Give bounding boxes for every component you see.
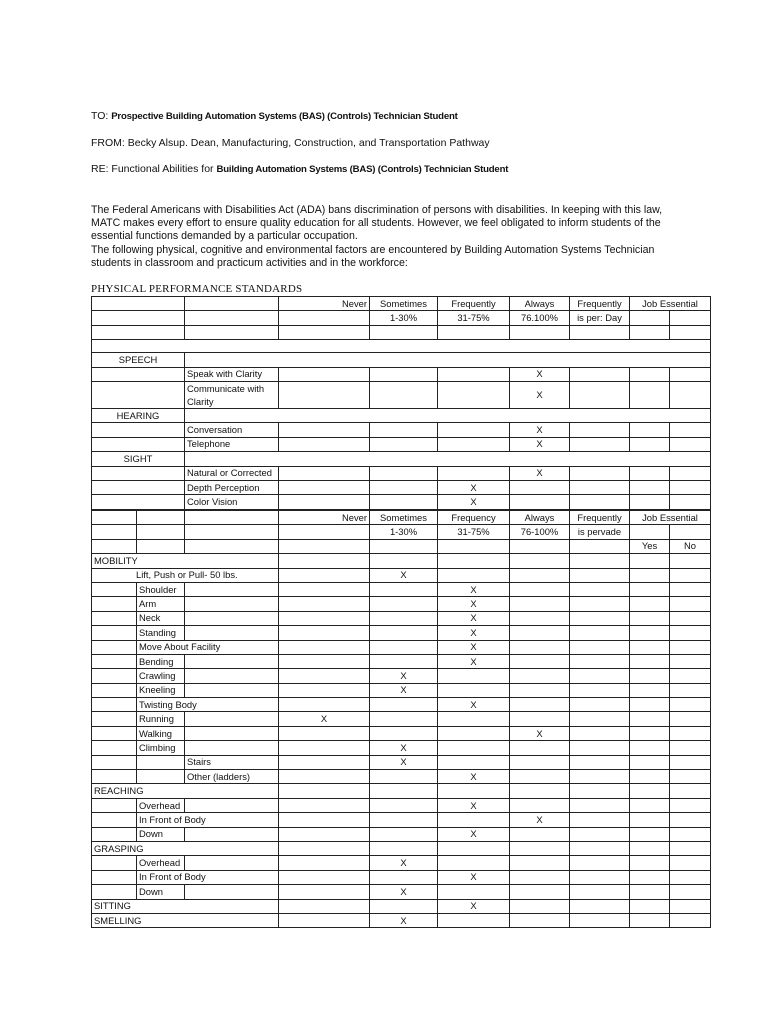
item-walking: Walking bbox=[137, 726, 185, 740]
mark-cell: X bbox=[370, 669, 438, 683]
col-never: Never bbox=[279, 297, 370, 311]
item-arm: Arm bbox=[137, 597, 185, 611]
mark-cell: X bbox=[438, 899, 510, 913]
mark-cell: X bbox=[438, 770, 510, 784]
category-speech: SPEECH bbox=[92, 353, 185, 367]
mark-cell: X bbox=[438, 582, 510, 596]
mark-cell: X bbox=[438, 611, 510, 625]
col-always-sub: 76-100% bbox=[510, 525, 570, 539]
table-row bbox=[92, 856, 711, 870]
table-row bbox=[92, 568, 711, 582]
table-row bbox=[92, 683, 711, 697]
table-row bbox=[92, 466, 711, 480]
mark-cell: X bbox=[438, 640, 510, 654]
table-row bbox=[92, 654, 711, 668]
item-reach-front: In Front of Body bbox=[137, 813, 279, 827]
item-stairs: Stairs bbox=[185, 755, 279, 769]
mark-cell: X bbox=[510, 423, 570, 437]
category-grasping: GRASPING bbox=[92, 841, 279, 855]
item-speak: Speak with Clarity bbox=[185, 367, 279, 381]
memo-to-value: Prospective Building Automation Systems (BAS) (Controls) Technician Student bbox=[111, 111, 458, 122]
mark-cell: X bbox=[438, 698, 510, 712]
mark-cell: X bbox=[438, 480, 510, 494]
item-lift: Lift, Push or Pull- 50 lbs. bbox=[92, 568, 279, 582]
col-frequently: Frequently bbox=[438, 297, 510, 311]
table-row bbox=[92, 437, 711, 451]
col-job-essential: Job Essential bbox=[630, 511, 711, 525]
mobility-table bbox=[91, 510, 711, 928]
memo-to-prefix: TO: bbox=[91, 110, 109, 122]
table-row bbox=[92, 726, 711, 740]
item-climbing: Climbing bbox=[137, 741, 185, 755]
mark-cell: X bbox=[510, 367, 570, 381]
table-row bbox=[92, 712, 711, 726]
table-row bbox=[92, 770, 711, 784]
table-row bbox=[92, 640, 711, 654]
table-row bbox=[92, 841, 711, 855]
item-running: Running bbox=[137, 712, 185, 726]
mark-cell: X bbox=[438, 798, 510, 812]
item-crawling: Crawling bbox=[137, 669, 185, 683]
col-yes: Yes bbox=[630, 539, 670, 553]
table-row bbox=[92, 423, 711, 437]
item-shoulder: Shoulder bbox=[137, 582, 185, 596]
table-row bbox=[92, 554, 711, 568]
item-kneeling: Kneeling bbox=[137, 683, 185, 697]
table-row bbox=[92, 755, 711, 769]
mark-cell: X bbox=[438, 626, 510, 640]
category-sight: SIGHT bbox=[92, 452, 185, 466]
item-telephone: Telephone bbox=[185, 437, 279, 451]
table-row bbox=[92, 597, 711, 611]
mark-cell: X bbox=[370, 913, 438, 927]
table-row bbox=[92, 452, 711, 466]
col-pervade-sub: is pervade bbox=[570, 525, 630, 539]
col-sometimes-sub: 1-30% bbox=[370, 525, 438, 539]
table-row bbox=[92, 381, 711, 408]
col-sometimes: Sometimes bbox=[370, 297, 438, 311]
col-frequently-sub: 31-75% bbox=[438, 311, 510, 325]
table-row bbox=[92, 827, 711, 841]
table-row bbox=[92, 899, 711, 913]
memo-re-line bbox=[91, 163, 508, 175]
item-grasp-overhead: Overhead bbox=[137, 856, 185, 870]
table-row bbox=[92, 669, 711, 683]
table-row bbox=[92, 741, 711, 755]
mark-cell: X bbox=[438, 827, 510, 841]
item-grasp-down: Down bbox=[137, 885, 185, 899]
item-other-ladders: Other (ladders) bbox=[185, 770, 279, 784]
table-row bbox=[92, 582, 711, 596]
table-row bbox=[92, 325, 711, 339]
table-row bbox=[92, 480, 711, 494]
table-header-row bbox=[92, 311, 711, 325]
mark-cell: X bbox=[370, 741, 438, 755]
col-frequently-per: Frequently bbox=[570, 297, 630, 311]
table-row bbox=[92, 611, 711, 625]
mark-cell: X bbox=[510, 437, 570, 451]
intro-paragraph-2: The following physical, cognitive and environmental factors are encountered by Building Automation Systems Technician students in classroom and practicum activities and in the workforce: bbox=[91, 244, 655, 270]
col-sometimes-sub: 1-30% bbox=[370, 311, 438, 325]
mark-cell: X bbox=[370, 856, 438, 870]
table-row bbox=[92, 798, 711, 812]
memo-from-line: FROM: Becky Alsup. Dean, Manufacturing, Construction, and Transportation Pathway bbox=[91, 137, 490, 149]
mark-cell: X bbox=[438, 870, 510, 884]
table-row bbox=[92, 813, 711, 827]
category-smelling: SMELLING bbox=[92, 913, 279, 927]
mark-cell: X bbox=[510, 726, 570, 740]
category-reaching: REACHING bbox=[92, 784, 279, 798]
table-row bbox=[92, 885, 711, 899]
col-job-essential: Job Essential bbox=[630, 297, 711, 311]
mark-cell: X bbox=[438, 597, 510, 611]
category-hearing: HEARING bbox=[92, 408, 185, 422]
memo-to-line bbox=[91, 110, 458, 122]
category-mobility: MOBILITY bbox=[92, 554, 279, 568]
table-header-row bbox=[92, 511, 711, 525]
mark-cell: X bbox=[370, 683, 438, 697]
item-reach-down: Down bbox=[137, 827, 185, 841]
col-frequently-per-sub: is per: Day bbox=[570, 311, 630, 325]
physical-standards-table bbox=[91, 296, 711, 510]
col-always-sub: 76.100% bbox=[510, 311, 570, 325]
mark-cell: X bbox=[438, 495, 510, 509]
col-frequency-sub: 31-75% bbox=[438, 525, 510, 539]
table-row bbox=[92, 340, 711, 353]
item-move: Move About Facility bbox=[137, 640, 279, 654]
item-standing: Standing bbox=[137, 626, 185, 640]
col-frequently-pervade: Frequently bbox=[570, 511, 630, 525]
table-row bbox=[92, 626, 711, 640]
mark-cell: X bbox=[510, 466, 570, 480]
item-color: Color Vision bbox=[185, 495, 279, 509]
col-frequency: Frequency bbox=[438, 511, 510, 525]
table-row bbox=[92, 698, 711, 712]
item-depth: Depth Perception bbox=[185, 480, 279, 494]
memo-re-prefix: RE: Functional Abilities for bbox=[91, 163, 214, 175]
col-always: Always bbox=[510, 511, 570, 525]
mark-cell: X bbox=[438, 654, 510, 668]
table-row bbox=[92, 367, 711, 381]
item-bending: Bending bbox=[137, 654, 185, 668]
intro-paragraph-1: The Federal Americans with Disabilities Act (ADA) bans discrimination of persons with disabilities. In keeping with this law, MATC makes every effort to ensure quality education for all students. However, we feel obligated to inform students of the essential functions demanded by a particular occupation. bbox=[91, 204, 663, 243]
col-always: Always bbox=[510, 297, 570, 311]
table-header-row bbox=[92, 539, 711, 553]
col-sometimes: Sometimes bbox=[370, 511, 438, 525]
mark-cell: X bbox=[370, 568, 438, 582]
table-row bbox=[92, 784, 711, 798]
table-header-row bbox=[92, 525, 711, 539]
item-conversation: Conversation bbox=[185, 423, 279, 437]
category-sitting: SITTING bbox=[92, 899, 279, 913]
table-row bbox=[92, 913, 711, 927]
item-reach-overhead: Overhead bbox=[137, 798, 185, 812]
table-row bbox=[92, 870, 711, 884]
item-twisting: Twisting Body bbox=[137, 698, 279, 712]
section-title: PHYSICAL PERFORMANCE STANDARDS bbox=[91, 283, 303, 295]
mark-cell: X bbox=[510, 813, 570, 827]
table-row bbox=[92, 408, 711, 422]
table-header-row bbox=[92, 297, 711, 311]
item-communicate: Communicate with Clarity bbox=[185, 381, 279, 408]
mark-cell: X bbox=[370, 885, 438, 899]
col-never: Never bbox=[279, 511, 370, 525]
table-row bbox=[92, 353, 711, 367]
mark-cell: X bbox=[370, 755, 438, 769]
table-row bbox=[92, 495, 711, 509]
memo-re-value: Building Automation Systems (BAS) (Controls) Technician Student bbox=[216, 164, 509, 175]
mark-cell: X bbox=[510, 381, 570, 408]
mark-cell: X bbox=[279, 712, 370, 726]
item-natural: Natural or Corrected bbox=[185, 466, 279, 480]
item-grasp-front: In Front of Body bbox=[137, 870, 279, 884]
item-neck: Neck bbox=[137, 611, 185, 625]
col-no: No bbox=[670, 539, 711, 553]
